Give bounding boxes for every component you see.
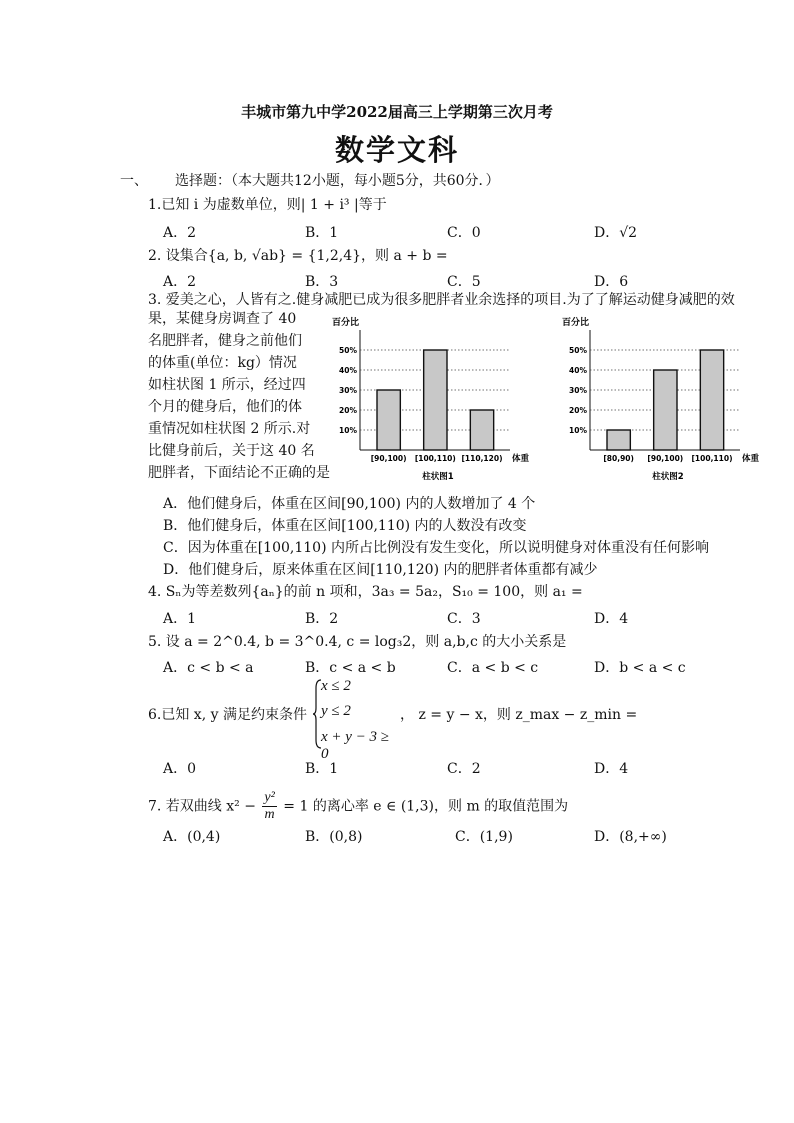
q4-option-b: B．2 (305, 611, 339, 627)
q5-option-b: B．c < a < b (305, 660, 396, 676)
bar (424, 350, 447, 450)
q1-option-a: A．2 (163, 225, 197, 241)
q4-stem: 4. Sₙ为等差数列{aₙ}的前 n 项和，3a₃ = 5a₂，S₁₀ = 100，则 a₁ = (148, 584, 583, 600)
q6-option-d: D．4 (594, 761, 629, 777)
q6-option-b: B．1 (305, 761, 339, 777)
q2-stem: 2. 设集合{a, b, √ab} = {1,2,4}，则 a + b = (148, 248, 448, 264)
q6-option-a: A．0 (163, 761, 197, 777)
q3-stem-line: 重情况如柱状图 2 所示.对 (148, 421, 311, 437)
x-axis-label: 体重 (742, 454, 760, 464)
y-tick-label: 50% (339, 346, 357, 355)
section-number: 一、 (120, 173, 148, 189)
x-tick-label: [80,90) (603, 454, 634, 463)
bar (607, 430, 630, 450)
bar-chart-2 (560, 312, 770, 484)
q3-stem-line: 肥胖者，下面结论不正确的是 (148, 465, 330, 481)
bar (700, 350, 723, 450)
q5-option-a: A．c < b < a (163, 660, 254, 676)
y-tick-label: 20% (569, 406, 587, 415)
q3-stem-line: 个月的健身后，他们的体 (148, 399, 302, 415)
q1-option-c: C．0 (447, 225, 481, 241)
q7-option-d: D．(8,+∞) (594, 829, 667, 845)
q7-stem-prefix: 7. 若双曲线 x² − (148, 798, 256, 815)
x-tick-label: [100,110) (691, 454, 733, 463)
school-title: 丰城市第九中学2022届高三上学期第三次月考 (241, 103, 553, 121)
q3-stem-line1: 3. 爱美之心，人皆有之.健身减肥已成为很多肥胖者业余选择的项目.为了了解运动健身减肥的效 (148, 292, 735, 308)
bar (470, 410, 493, 450)
q4-option-c: C．3 (447, 611, 481, 627)
q7-frac-num: y² (264, 790, 275, 805)
q3-stem-line: 如柱状图 1 所示，经过四 (148, 377, 306, 393)
y-tick-label: 10% (569, 426, 587, 435)
q7-stem-suffix: = 1 的离心率 e ∈ (1,3)，则 m 的取值范围为 (283, 798, 569, 815)
chart-title: 柱状图1 (422, 472, 454, 482)
x-tick-label: [90,100) (647, 454, 684, 463)
bar (377, 390, 400, 450)
y-tick-label: 40% (569, 366, 587, 375)
q4-option-a: A．1 (163, 611, 197, 627)
y-tick-label: 50% (569, 346, 587, 355)
q7-frac-den: m (264, 807, 275, 822)
q7-option-b: B．(0,8) (305, 829, 363, 845)
q5-stem: 5. 设 a = 2^0.4, b = 3^0.4, c = log₃2，则 a,b,c 的大小关系是 (148, 634, 567, 650)
q3-stem-line: 名肥胖者，健身之前他们 (148, 333, 302, 349)
q1-option-d: D．√2 (594, 225, 638, 241)
q7-stem (148, 790, 568, 823)
constraint-system (313, 678, 393, 762)
bar (654, 370, 677, 450)
q2-option-a: A．2 (163, 274, 197, 290)
x-axis-label: 体重 (512, 454, 530, 464)
y-tick-label: 20% (339, 406, 357, 415)
y-tick-label: 40% (339, 366, 357, 375)
q4-option-d: D．4 (594, 611, 629, 627)
q5-option-c: C．a < b < c (447, 660, 539, 676)
q3-stem-line: 的体重(单位：kg）情况 (148, 355, 297, 371)
y-tick-label: 30% (569, 386, 587, 395)
section-title: 选择题：（本大题共12小题，每小题5分，共60分．） (175, 173, 500, 189)
q2-option-b: B．3 (305, 274, 339, 290)
q3-option-b: B．他们健身后，体重在区间[100,110) 内的人数没有改变 (163, 518, 527, 534)
chart-title: 柱状图2 (652, 472, 684, 482)
constraint-1: x ≤ 2 (321, 678, 351, 694)
y-tick-label: 30% (339, 386, 357, 395)
q3-stem-line: 比健身前后，关于这 40 名 (148, 443, 315, 459)
y-axis-label: 百分比 (562, 318, 590, 328)
q6-option-c: C．2 (447, 761, 481, 777)
x-tick-label: [110,120) (461, 454, 503, 463)
q3-option-c: C．因为体重在[100,110) 内所占比例没有发生变化，所以说明健身对体重没有任何影响 (163, 540, 709, 556)
q2-option-c: C．5 (447, 274, 481, 290)
constraint-3: x + y − 3 ≥ 0 (321, 729, 390, 762)
q6-stem-suffix: ， z = y − x，则 z_max − z_min = (400, 707, 638, 723)
constraint-2: y ≤ 2 (321, 703, 351, 719)
subject-title: 数学文科 (334, 133, 459, 167)
q3-option-a: A．他们健身后，体重在区间[90,100) 内的人数增加了 4 个 (163, 496, 536, 512)
q6-stem-prefix: 6.已知 x, y 满足约束条件 (148, 707, 307, 723)
q1-option-b: B．1 (305, 225, 339, 241)
q3-stem-line: 果，某健身房调查了 40 (148, 311, 297, 327)
q1-stem: 1.已知 i 为虚数单位，则| 1 + i³ |等于 (148, 197, 387, 213)
q7-fraction (262, 790, 276, 823)
q7-option-a: A．(0,4) (163, 829, 221, 845)
q3-option-d: D．他们健身后，原来体重在区间[110,120) 内的肥胖者体重都有减少 (163, 562, 598, 578)
q2-option-d: D．6 (594, 274, 629, 290)
x-tick-label: [100,110) (414, 454, 456, 463)
bar-chart-1 (330, 312, 540, 484)
q5-option-d: D．b < a < c (594, 660, 686, 676)
y-axis-label: 百分比 (332, 318, 360, 328)
q7-option-c: C．(1,9) (455, 829, 513, 845)
x-tick-label: [90,100) (370, 454, 407, 463)
y-tick-label: 10% (339, 426, 357, 435)
